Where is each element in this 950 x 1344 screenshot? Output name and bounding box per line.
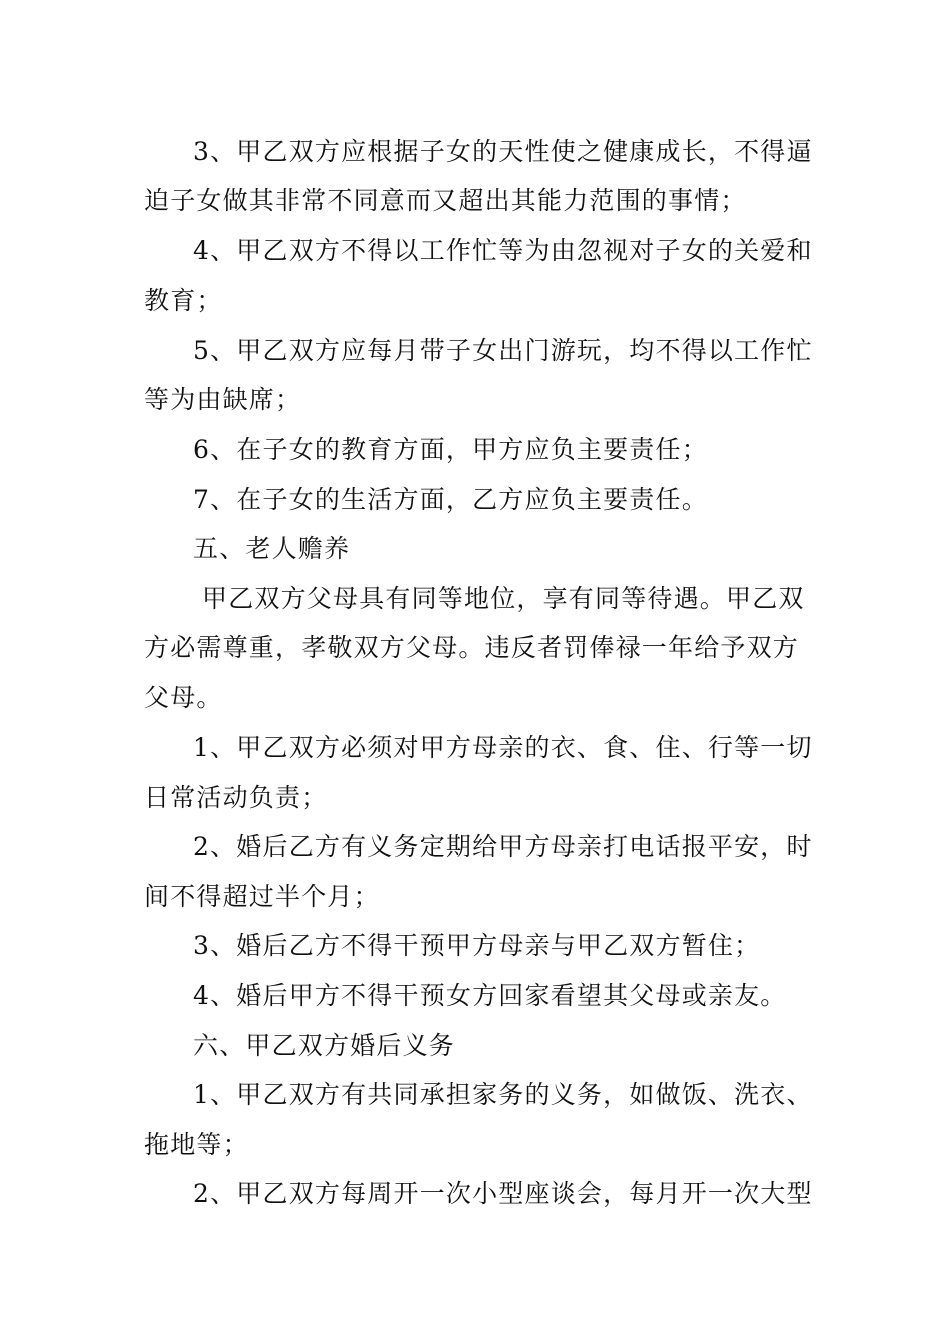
paragraph-line: 2、甲乙双方每周开一次小型座谈会，每月开一次大型 [193,1179,813,1208]
paragraph-line: 方必需尊重，孝敬双方父母。违反者罚俸禄一年给予双方 [144,633,800,662]
paragraph-line: 3、甲乙双方应根据子女的天性使之健康成长，不得逼 [193,137,813,166]
paragraph-line: 间不得超过半个月； [144,882,380,911]
paragraph-line: 父母。 [144,683,223,712]
paragraph-line: 1、甲乙双方必须对甲方母亲的衣、食、住、行等一切 [193,733,813,762]
paragraph-line: 迫子女做其非常不同意而又超出其能力范围的事情； [144,186,747,215]
paragraph-line: 4、甲乙双方不得以工作忙等为由忽视对子女的关爱和 [193,236,813,265]
section-heading: 六、甲乙双方婚后义务 [193,1031,456,1060]
paragraph-line: 5、甲乙双方应每月带子女出门游玩，均不得以工作忙 [193,336,813,365]
paragraph-line: 等为由缺席； [144,385,302,414]
paragraph-line: 日常活动负责； [144,783,328,812]
paragraph-line: 7、在子女的生活方面，乙方应负主要责任。 [193,485,708,514]
paragraph-line: 2、婚后乙方有义务定期给甲方母亲打电话报平安，时 [193,832,813,861]
paragraph-line: 3、婚后乙方不得干预甲方母亲与甲乙双方暂住； [193,931,761,960]
paragraph-line: 教育； [144,286,223,315]
section-heading: 五、老人赡养 [193,534,351,563]
paragraph-line: 拖地等； [144,1130,249,1159]
paragraph-line: 6、在子女的教育方面，甲方应负主要责任； [193,435,708,464]
paragraph-line: 4、婚后甲方不得干预女方回家看望其父母或亲友。 [193,981,787,1010]
paragraph-line: 甲乙双方父母具有同等地位，享有同等待遇。甲乙双 [202,584,805,613]
paragraph-line: 1、甲乙双方有共同承担家务的义务，如做饭、洗衣、 [193,1080,813,1109]
